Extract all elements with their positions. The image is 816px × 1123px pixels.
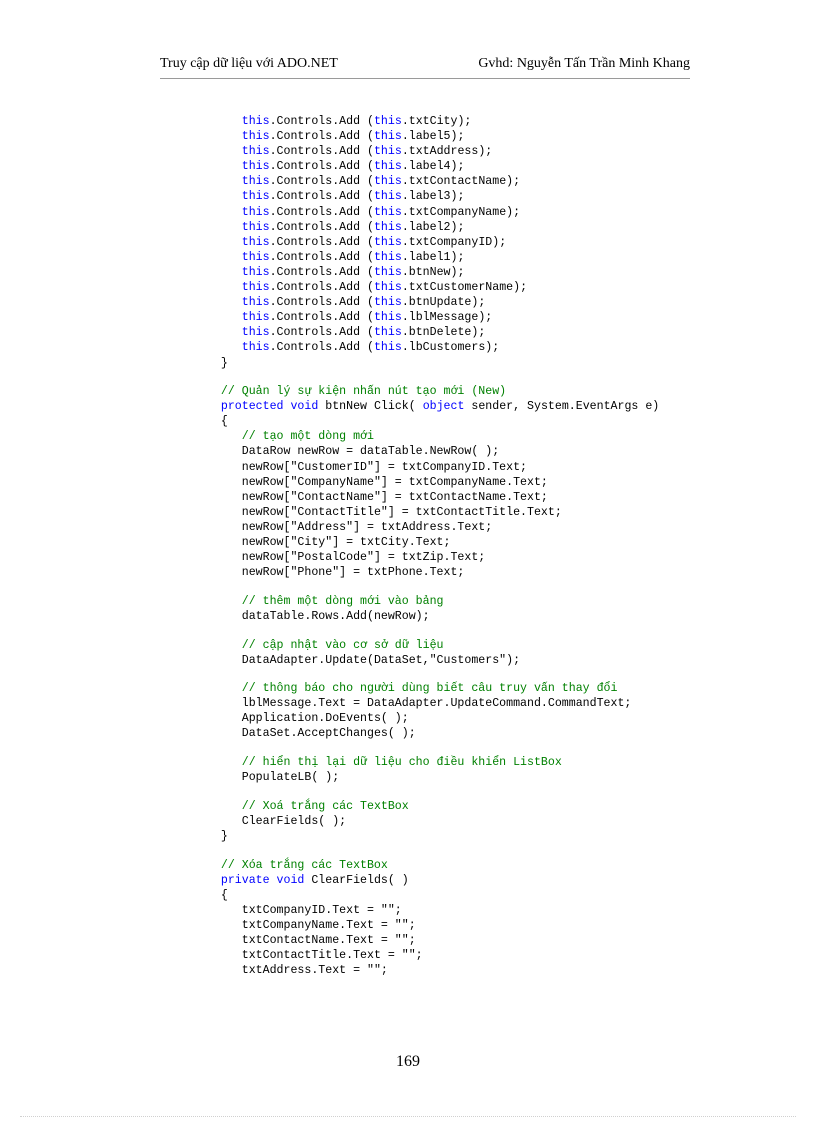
code-line bbox=[200, 888, 700, 903]
code-text: PopulateLB( ); bbox=[241, 771, 340, 785]
code-keyword: this bbox=[241, 281, 270, 295]
code-keyword: this bbox=[373, 145, 402, 159]
code-line bbox=[200, 505, 700, 520]
code-line bbox=[200, 726, 700, 741]
code-text: txtContactName.Text = ""; bbox=[241, 934, 416, 947]
code-text: .label3); bbox=[401, 190, 465, 204]
code-line bbox=[200, 681, 700, 696]
code-line bbox=[200, 295, 700, 310]
code-line bbox=[200, 696, 700, 711]
code-text: .Controls.Add ( bbox=[269, 175, 374, 189]
code-line bbox=[200, 310, 700, 325]
code-line bbox=[200, 535, 700, 550]
code-line bbox=[200, 399, 700, 414]
code-comment: // Quản lý sự kiện nhấn nút tạo mới (New) bbox=[220, 385, 507, 399]
code-keyword: void bbox=[276, 873, 305, 887]
code-line bbox=[200, 770, 700, 785]
code-line bbox=[200, 490, 700, 505]
code-keyword: this bbox=[373, 281, 402, 295]
code-line bbox=[200, 384, 700, 399]
code-text: .Controls.Add ( bbox=[269, 311, 374, 325]
code-line bbox=[200, 444, 700, 459]
code-keyword: this bbox=[241, 175, 270, 189]
code-text: } bbox=[220, 829, 228, 843]
code-blank-line bbox=[200, 624, 700, 638]
code-text: .Controls.Add ( bbox=[269, 205, 374, 219]
code-keyword: this bbox=[241, 130, 270, 144]
code-keyword: this bbox=[241, 145, 270, 159]
code-line bbox=[200, 903, 700, 918]
code-line bbox=[200, 144, 700, 159]
bottom-divider bbox=[20, 1116, 796, 1117]
code-text: } bbox=[220, 356, 228, 370]
code-text: .Controls.Add ( bbox=[269, 281, 374, 295]
code-keyword: this bbox=[241, 296, 270, 310]
code-text: .lbCustomers); bbox=[401, 341, 500, 355]
code-keyword: this bbox=[373, 160, 402, 174]
code-keyword: this bbox=[373, 115, 402, 128]
code-line bbox=[200, 948, 700, 963]
code-line bbox=[200, 858, 700, 873]
code-text: .Controls.Add ( bbox=[269, 145, 374, 159]
code-line bbox=[200, 340, 700, 355]
code-keyword: this bbox=[373, 130, 402, 144]
code-text: .Controls.Add ( bbox=[269, 341, 374, 355]
code-line bbox=[200, 114, 700, 129]
code-keyword: this bbox=[373, 235, 402, 249]
code-text: txtCompanyID.Text = ""; bbox=[241, 903, 402, 917]
code-line bbox=[200, 829, 700, 844]
code-text: DataAdapter.Update(DataSet,"Customers"); bbox=[241, 653, 521, 667]
code-comment: // thêm một dòng mới vào bảng bbox=[241, 594, 444, 608]
code-text: dataTable.Rows.Add(newRow); bbox=[241, 609, 430, 623]
code-text: .label5); bbox=[401, 130, 465, 144]
code-line bbox=[200, 356, 700, 371]
code-text: .txtContactName); bbox=[401, 175, 521, 189]
code-blank-line bbox=[200, 371, 700, 385]
code-text: .Controls.Add ( bbox=[269, 190, 374, 204]
code-line bbox=[200, 325, 700, 340]
code-blank-line bbox=[200, 580, 700, 594]
code-text: .Controls.Add ( bbox=[269, 326, 374, 340]
code-text: .Controls.Add ( bbox=[269, 235, 374, 249]
code-line bbox=[200, 918, 700, 933]
code-text: .Controls.Add ( bbox=[269, 220, 374, 234]
code-text: txtCompanyName.Text = ""; bbox=[241, 918, 416, 932]
code-keyword: this bbox=[373, 296, 402, 310]
code-keyword: this bbox=[241, 341, 270, 355]
code-keyword: this bbox=[241, 220, 270, 234]
code-text: newRow["CompanyName"] = txtCompanyName.Text; bbox=[241, 475, 548, 489]
code-text: .label4); bbox=[401, 160, 465, 174]
code-blank-line bbox=[200, 785, 700, 799]
code-blank-line bbox=[200, 668, 700, 682]
code-text: ClearFields( ); bbox=[241, 814, 347, 828]
code-text: .txtAddress); bbox=[401, 145, 493, 159]
code-keyword: this bbox=[241, 235, 270, 249]
code-text: .Controls.Add ( bbox=[269, 115, 374, 128]
code-text: newRow["CustomerID"] = txtCompanyID.Text; bbox=[241, 460, 528, 474]
code-text: .label1); bbox=[401, 250, 465, 264]
code-text: .btnNew); bbox=[401, 265, 465, 279]
code-keyword: this bbox=[241, 250, 270, 264]
code-keyword: this bbox=[373, 341, 402, 355]
header-instructor: Gvhd: Nguyễn Tấn Trần Minh Khang bbox=[478, 56, 690, 71]
code-text: .lblMessage); bbox=[401, 311, 493, 325]
code-line bbox=[200, 250, 700, 265]
code-text: .txtCustomerName); bbox=[401, 281, 528, 295]
code-keyword: this bbox=[373, 250, 402, 264]
page-header bbox=[160, 56, 690, 79]
code-keyword: this bbox=[241, 160, 270, 174]
code-keyword: this bbox=[241, 190, 270, 204]
code-line bbox=[200, 653, 700, 668]
code-line bbox=[200, 550, 700, 565]
code-text: ClearFields( ) bbox=[304, 873, 409, 887]
code-text: newRow["Phone"] = txtPhone.Text; bbox=[241, 566, 465, 580]
code-line bbox=[200, 933, 700, 948]
code-line bbox=[200, 129, 700, 144]
code-keyword: this bbox=[241, 326, 270, 340]
code-keyword: this bbox=[373, 175, 402, 189]
code-keyword: this bbox=[373, 205, 402, 219]
code-text: newRow["ContactTitle"] = txtContactTitle.Text; bbox=[241, 505, 562, 519]
code-listing bbox=[200, 114, 700, 978]
code-text: lblMessage.Text = DataAdapter.UpdateCommand.CommandText; bbox=[241, 697, 632, 711]
code-keyword: this bbox=[373, 190, 402, 204]
code-line bbox=[200, 280, 700, 295]
code-line bbox=[200, 711, 700, 726]
code-text: .txtCompanyName); bbox=[401, 205, 521, 219]
code-text: newRow["ContactName"] = txtContactName.Text; bbox=[241, 490, 548, 504]
code-comment: // tạo một dòng mới bbox=[241, 430, 374, 444]
code-text: .Controls.Add ( bbox=[269, 130, 374, 144]
code-keyword: private bbox=[220, 873, 270, 887]
code-line bbox=[200, 963, 700, 978]
code-text: DataRow newRow = dataTable.NewRow( ); bbox=[241, 445, 500, 459]
code-keyword: this bbox=[241, 115, 270, 128]
code-text: { bbox=[220, 415, 228, 429]
code-text: txtContactTitle.Text = ""; bbox=[241, 949, 423, 963]
code-keyword: this bbox=[373, 311, 402, 325]
code-line bbox=[200, 638, 700, 653]
code-comment: // Xoá trắng các TextBox bbox=[241, 799, 409, 813]
code-line bbox=[200, 220, 700, 235]
code-text: .btnUpdate); bbox=[401, 296, 486, 310]
code-text: DataSet.AcceptChanges( ); bbox=[241, 727, 416, 741]
code-text: .Controls.Add ( bbox=[269, 160, 374, 174]
code-keyword: this bbox=[373, 220, 402, 234]
header-title: Truy cập dữ liệu với ADO.NET bbox=[160, 56, 338, 71]
code-comment: // hiển thị lại dữ liệu cho điều khiển ListBox bbox=[241, 756, 562, 770]
code-text: txtAddress.Text = ""; bbox=[241, 964, 388, 978]
code-text: newRow["PostalCode"] = txtZip.Text; bbox=[241, 551, 486, 565]
code-line bbox=[200, 873, 700, 888]
code-line bbox=[200, 520, 700, 535]
code-keyword: this bbox=[241, 311, 270, 325]
code-line bbox=[200, 235, 700, 250]
code-text: .label2); bbox=[401, 220, 465, 234]
code-line bbox=[200, 159, 700, 174]
code-line bbox=[200, 429, 700, 444]
code-keyword: object bbox=[422, 400, 465, 414]
code-line bbox=[200, 814, 700, 829]
code-keyword: protected bbox=[220, 400, 284, 414]
code-comment: // cập nhật vào cơ sở dữ liệu bbox=[241, 638, 444, 652]
code-keyword: this bbox=[373, 326, 402, 340]
code-blank-line bbox=[200, 844, 700, 858]
code-text: newRow["Address"] = txtAddress.Text; bbox=[241, 520, 493, 534]
code-text: .btnDelete); bbox=[401, 326, 486, 340]
code-text: Application.DoEvents( ); bbox=[241, 712, 409, 726]
code-text: newRow["City"] = txtCity.Text; bbox=[241, 536, 451, 550]
code-line bbox=[200, 174, 700, 189]
code-keyword: this bbox=[241, 205, 270, 219]
code-blank-line bbox=[200, 742, 700, 756]
code-keyword: this bbox=[373, 265, 402, 279]
code-line bbox=[200, 565, 700, 580]
code-text: .Controls.Add ( bbox=[269, 250, 374, 264]
code-line bbox=[200, 414, 700, 429]
code-text: btnNew Click( bbox=[318, 400, 423, 414]
code-text: .txtCity); bbox=[401, 115, 472, 128]
page-number: 169 bbox=[396, 1053, 420, 1070]
code-text: sender, System.EventArgs e) bbox=[464, 400, 660, 414]
code-text: .Controls.Add ( bbox=[269, 265, 374, 279]
code-comment: // Xóa trắng các TextBox bbox=[220, 858, 388, 872]
code-line bbox=[200, 755, 700, 770]
code-line bbox=[200, 799, 700, 814]
code-text: { bbox=[220, 888, 228, 902]
code-line bbox=[200, 189, 700, 204]
code-text: .txtCompanyID); bbox=[401, 235, 507, 249]
code-line bbox=[200, 475, 700, 490]
code-line bbox=[200, 460, 700, 475]
code-line bbox=[200, 205, 700, 220]
code-text bbox=[270, 874, 277, 887]
code-line bbox=[200, 594, 700, 609]
code-text: .Controls.Add ( bbox=[269, 296, 374, 310]
code-keyword: this bbox=[241, 265, 270, 279]
code-line bbox=[200, 609, 700, 624]
code-line bbox=[200, 265, 700, 280]
code-keyword: void bbox=[290, 400, 319, 414]
code-comment: // thông báo cho người dùng biết câu truy vấn thay đổi bbox=[241, 682, 618, 696]
